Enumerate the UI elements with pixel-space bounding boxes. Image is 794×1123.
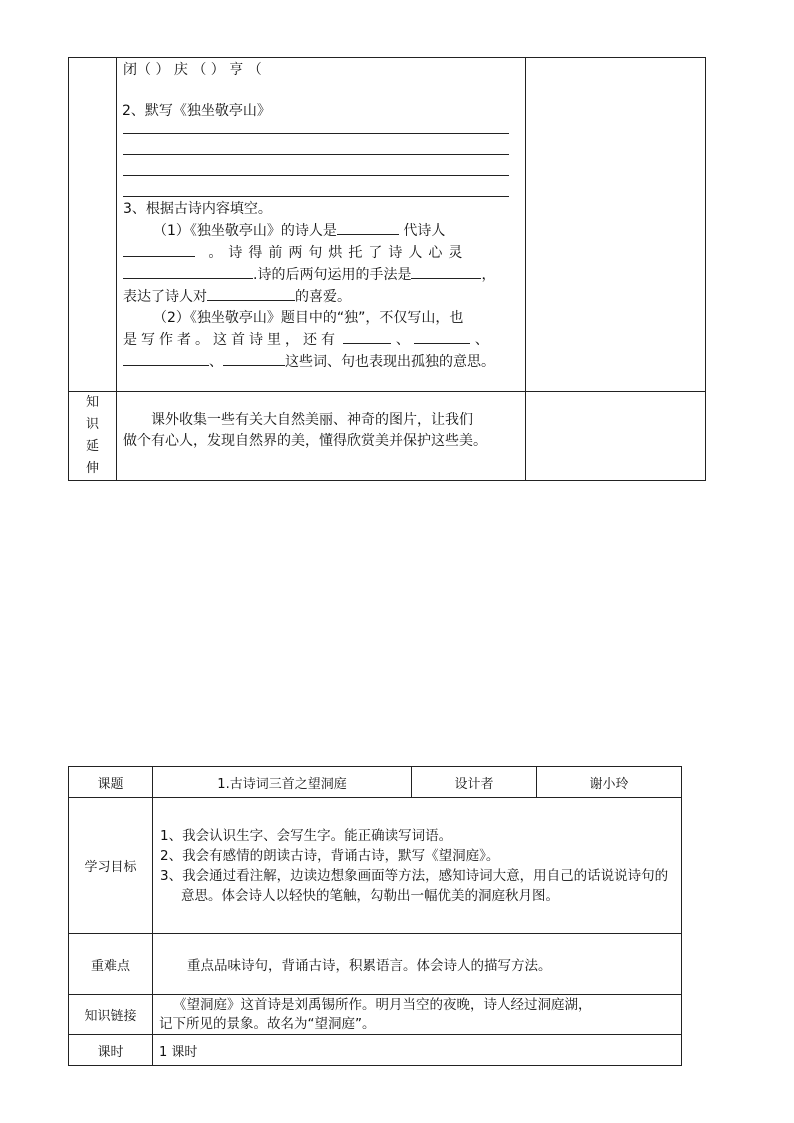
answer-line bbox=[123, 175, 509, 176]
key-label: 重难点 bbox=[69, 934, 153, 995]
fill-blank bbox=[223, 351, 285, 366]
goal-item: 2、我会有感情的朗读古诗，背诵古诗，默写《望洞庭》。 bbox=[160, 847, 500, 864]
key-value: 重点品味诗句，背诵古诗，积累语言。体会诗人的描写方法。 bbox=[153, 934, 682, 995]
fill-blank bbox=[123, 242, 195, 257]
goals-cell bbox=[153, 798, 682, 934]
goal-item: 3、我会通过看注解，边读边想象画面等方法，感知诗词大意，用自己的话说说诗句的意思。体会诗人以轻快的笔触，勾勒出一幅优美的洞庭秋月图。 bbox=[160, 867, 669, 904]
fill-blank bbox=[411, 264, 481, 279]
answer-line bbox=[123, 133, 509, 134]
goals-label: 学习目标 bbox=[69, 798, 153, 934]
fill-blank bbox=[123, 264, 253, 279]
goals-list bbox=[155, 826, 675, 906]
notes-cell bbox=[526, 58, 706, 392]
designer-label: 设计者 bbox=[412, 767, 537, 798]
topic-label: 课题 bbox=[69, 767, 153, 798]
q3-part1-line3: .诗的后两句运用的手法是 ， bbox=[123, 264, 525, 286]
goal-item: 1、我会认识生字、会写生字。能正确读写词语。 bbox=[160, 827, 453, 844]
topic-value: 1.古诗词三首之望洞庭 bbox=[153, 767, 412, 798]
q3-label: 3、根据古诗内容填空。 bbox=[123, 201, 272, 217]
fill-blank bbox=[414, 329, 470, 344]
fill-blank bbox=[123, 351, 209, 366]
q3-part2-line2: 是写作者。这首诗里，还有 、 、 bbox=[123, 329, 525, 351]
q2-label: 2、默写《独坐敬亭山》 bbox=[122, 103, 271, 119]
designer-value: 谢小玲 bbox=[537, 767, 682, 798]
worksheet-table bbox=[68, 57, 706, 481]
lesson-plan-table bbox=[68, 766, 682, 1066]
q3-part2-line3: 、 这些词、句也表现出孤独的意思。 bbox=[123, 351, 525, 373]
answer-line bbox=[123, 196, 509, 197]
link-cell: 《望洞庭》这首诗是刘禹锡所作。明月当空的夜晚，诗人经过洞庭湖， 记下所见的景象。故名为“望洞庭”。 bbox=[153, 995, 682, 1035]
hours-label: 课时 bbox=[69, 1035, 153, 1066]
q3-part1-line2: 。诗得前两句烘托了诗人心灵 bbox=[123, 242, 525, 264]
extension-label: 知 识 延 伸 bbox=[69, 392, 117, 481]
fill-blank bbox=[337, 220, 399, 235]
q3-part1-line4: 表达了诗人对 的喜爱。 bbox=[123, 286, 525, 308]
link-label: 知识链接 bbox=[69, 995, 153, 1035]
empty-label-cell bbox=[69, 58, 117, 392]
extension-notes-cell bbox=[526, 392, 706, 481]
q3-part1-line1: （1）《独坐敬亭山》的诗人是 代诗人 bbox=[123, 220, 525, 242]
pinyin-row: 闭（ ） 庆 （ ） 亨 （ bbox=[123, 62, 262, 78]
extension-text-cell: 课外收集一些有关大自然美丽、神奇的图片，让我们 做个有心人，发现自然界的美，懂得欣赏美并保护这些美。 bbox=[117, 392, 526, 481]
q3-part2-line1: （2）《独坐敬亭山》题目中的“独”，不仅写山，也 bbox=[153, 310, 464, 326]
answer-line bbox=[123, 154, 509, 155]
hours-value: 1 课时 bbox=[153, 1035, 682, 1066]
fill-blank bbox=[207, 286, 295, 301]
fill-blank bbox=[343, 329, 391, 344]
exercise-cell bbox=[117, 58, 526, 392]
